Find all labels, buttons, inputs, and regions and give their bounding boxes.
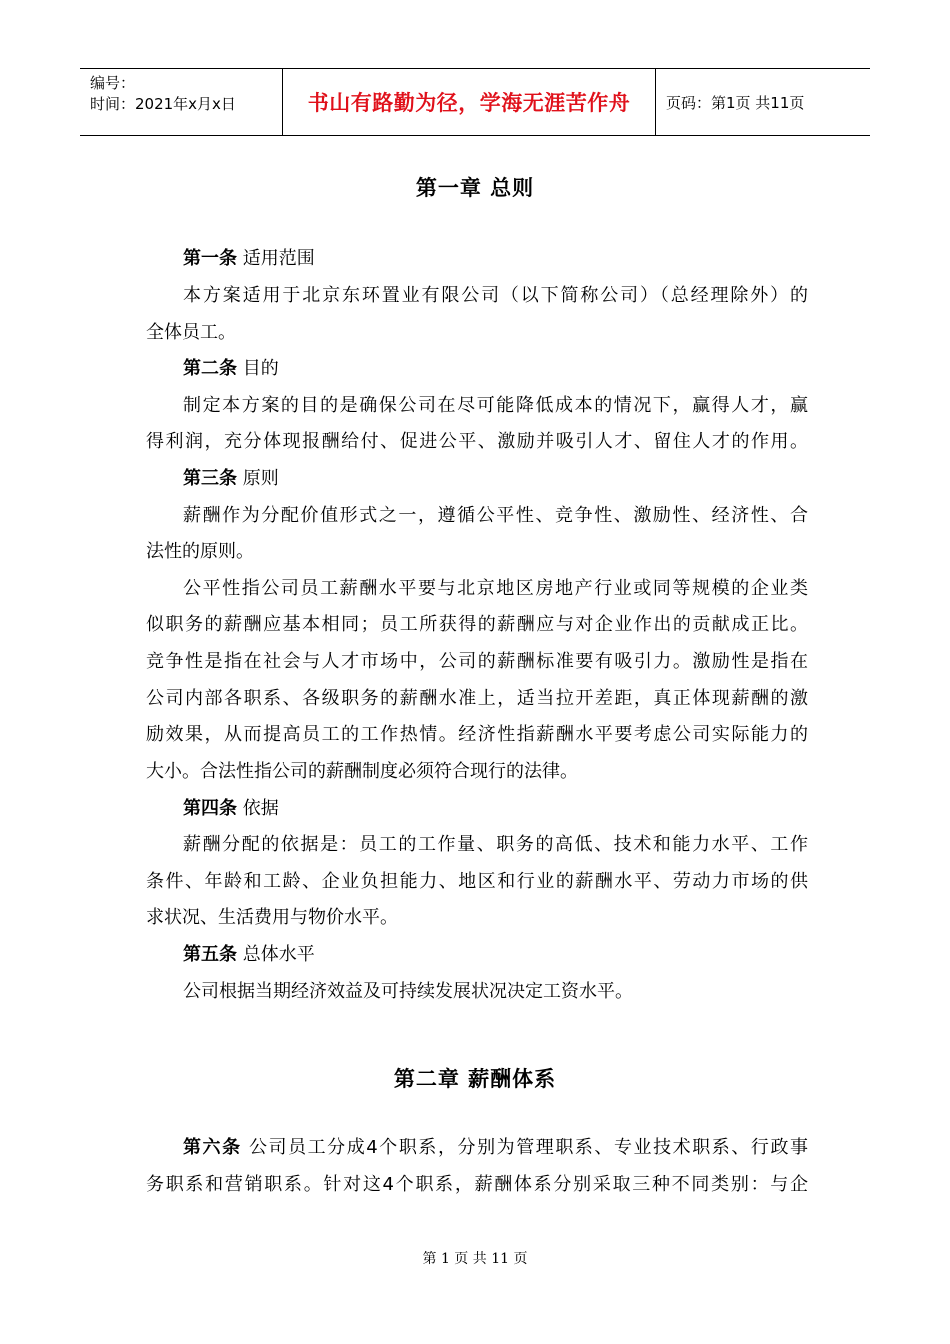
article-2-heading [183, 357, 808, 381]
paragraph-line: 制定本方案的目的是确保公司在尽可能降低成本的情况下，赢得人才，赢 [183, 395, 808, 416]
paragraph-line: 本方案适用于北京东环置业有限公司（以下简称公司）（总经理除外）的 [183, 285, 808, 306]
document-number: 编号： [90, 74, 136, 92]
chapter-2-title: 第二章 薪酬体系 [393, 1067, 557, 1091]
article-3-label: 第三条 [183, 468, 237, 489]
article-5-label: 第五条 [183, 944, 237, 965]
header-meta [80, 69, 282, 135]
paragraph-line: 条件、年龄和工龄、企业负担能力、地区和行业的薪酬水平、劳动力市场的供 [146, 871, 808, 892]
paragraph-line: 薪酬作为分配价值形式之一，遵循公平性、竞争性、激励性、经济性、合 [183, 505, 808, 526]
article-6-line [183, 1136, 808, 1160]
paragraph-line: 法性的原则。 [146, 541, 254, 562]
article-1-label: 第一条 [183, 248, 237, 269]
paragraph-line: 求状况、生活费用与物价水平。 [146, 907, 398, 928]
article-1-title: 适用范围 [237, 248, 315, 269]
article-5-title: 总体水平 [237, 944, 315, 965]
page-header [80, 68, 870, 136]
paragraph-line: 公平性指公司员工薪酬水平要与北京地区房地产行业或同等规模的企业类 [183, 578, 808, 599]
paragraph-line: 得利润，充分体现报酬给付、促进公平、激励并吸引人才、留住人才的作用。 [146, 431, 808, 452]
chapter-1-title: 第一章 总则 [415, 176, 535, 200]
paragraph-line: 公司内部各职系、各级职务的薪酬水准上，适当拉开差距，真正体现薪酬的激 [146, 688, 808, 709]
paragraph-line: 励效果，从而提高员工的工作热情。经济性指薪酬水平要考虑公司实际能力的 [146, 724, 808, 745]
paragraph-line: 似职务的薪酬应基本相同；员工所获得的薪酬应与对企业作出的贡献成正比。 [146, 614, 808, 635]
document-date: 时间：2021年x月x日 [90, 95, 236, 113]
article-1-heading [183, 247, 808, 271]
article-6-text: 公司员工分成4个职系，分别为管理职系、专业技术职系、行政事 [241, 1137, 808, 1158]
page-footer: 第 1 页 共 11 页 [422, 1251, 528, 1267]
article-2-label: 第二条 [183, 358, 237, 379]
article-5-heading [183, 943, 808, 967]
article-3-title: 原则 [237, 468, 279, 489]
header-motto: 书山有路勤为径，学海无涯苦作舟 [282, 69, 656, 135]
header-page-info: 页码：第1页 共11页 [666, 93, 805, 112]
paragraph-line: 大小。合法性指公司的薪酬制度必须符合现行的法律。 [146, 761, 578, 782]
paragraph-line: 务职系和营销职系。针对这4个职系，薪酬体系分别采取三种不同类别：与企 [146, 1174, 808, 1195]
article-4-label: 第四条 [183, 798, 237, 819]
paragraph-line: 竞争性是指在社会与人才市场中，公司的薪酬标准要有吸引力。激励性是指在 [146, 651, 808, 672]
article-2-title: 目的 [237, 358, 279, 379]
article-4-title: 依据 [237, 798, 279, 819]
paragraph-line: 全体员工。 [146, 322, 236, 343]
article-6-label: 第六条 [183, 1137, 242, 1158]
article-4-heading [183, 797, 808, 821]
paragraph-line: 薪酬分配的依据是：员工的工作量、职务的高低、技术和能力水平、工作 [183, 834, 808, 855]
article-3-heading [183, 467, 808, 491]
paragraph-line: 公司根据当期经济效益及可持续发展状况决定工资水平。 [183, 981, 633, 1002]
